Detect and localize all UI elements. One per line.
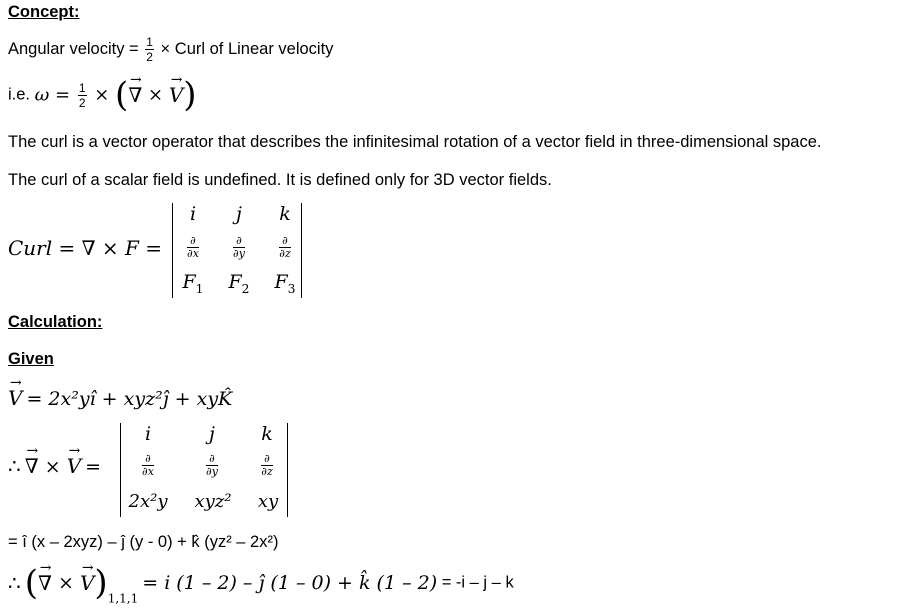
det2-d-dx: ∂ ∂x [142, 452, 154, 478]
curl-description: The curl is a vector operator that describes the infinitesimal rotation of a vector field in three-dimensional space. [8, 133, 822, 151]
given-heading: Given [8, 350, 54, 368]
det2-d-dz: ∂ ∂z [261, 452, 273, 478]
angular-suffix: × Curl of Linear velocity [155, 39, 334, 58]
det2-j: j [209, 423, 215, 445]
curl-scalar-note: The curl of a scalar field is undefined. It is defined only for 3D vector fields. [8, 171, 552, 189]
curl-v-evaluated: ∴ (→ ∇ × → $V)_{1,1,1} = i$ (1 – 2) – ĵ (1 – 0) + k̂ (1 – 2) = -i – j – k [8, 566, 514, 610]
final-answer: = -i – j – k [437, 573, 514, 592]
det1-k: k [279, 203, 291, 225]
v-vector: → V [169, 83, 183, 107]
curl-determinant [172, 203, 302, 298]
v-definition [8, 386, 232, 410]
det1-f2: $F_2$ [228, 271, 250, 296]
det2-i: i [144, 423, 152, 445]
nabla-vector: → ∇ [128, 83, 142, 107]
curl-v-determinant [120, 423, 288, 517]
angular-velocity-definition [8, 36, 333, 63]
det1-j: j [236, 203, 242, 225]
det1-f3: $F_3$ [274, 271, 296, 296]
omega-formula: i.e. ω = $\frac{1}{2}$ × (→ ∇ × → V) [8, 78, 197, 114]
half-fraction: $\frac{1}{2}$ [146, 35, 153, 64]
det2-k: k [261, 423, 273, 445]
det2-2x2y: 2x²y [128, 491, 168, 512]
det1-i: i [189, 203, 197, 225]
det2-xyz2: xyz² [194, 491, 232, 512]
v-vector-given: → V [8, 386, 22, 410]
half-fraction-2: $\frac{1}{2}$ [78, 80, 86, 110]
eval-point: 1,1,1 [107, 591, 139, 606]
det1-f1: $F_1$ [182, 271, 204, 296]
angular-prefix: Angular velocity = [8, 39, 144, 58]
curl-v-lhs: ∴ → ∇ × → V = [8, 454, 101, 478]
det2-d-dy: ∂ ∂y [206, 452, 218, 478]
concept-heading: Concept: [8, 3, 80, 21]
curl-lhs: Curl = ∇ × F = [8, 236, 163, 260]
omega-symbol: ω [34, 84, 50, 106]
calculation-heading: Calculation: [8, 313, 103, 331]
det1-d-dz: ∂ ∂z [279, 234, 291, 260]
det2-xy: xy [257, 491, 279, 512]
eval-rhs: = i (1 – 2) – ĵ (1 – 0) + k̂ (1 – 2) [142, 572, 438, 594]
v-rhs: = 2x²yî + xyz²ĵ + xyK̂ [26, 388, 233, 410]
det1-d-dx: ∂ ∂x [187, 234, 199, 260]
det1-d-dy: ∂ ∂y [233, 234, 245, 260]
curl-v-expanded: = î (x – 2xyz) – ĵ (y - 0) + k̂ (yz² – 2x²) [8, 533, 279, 551]
